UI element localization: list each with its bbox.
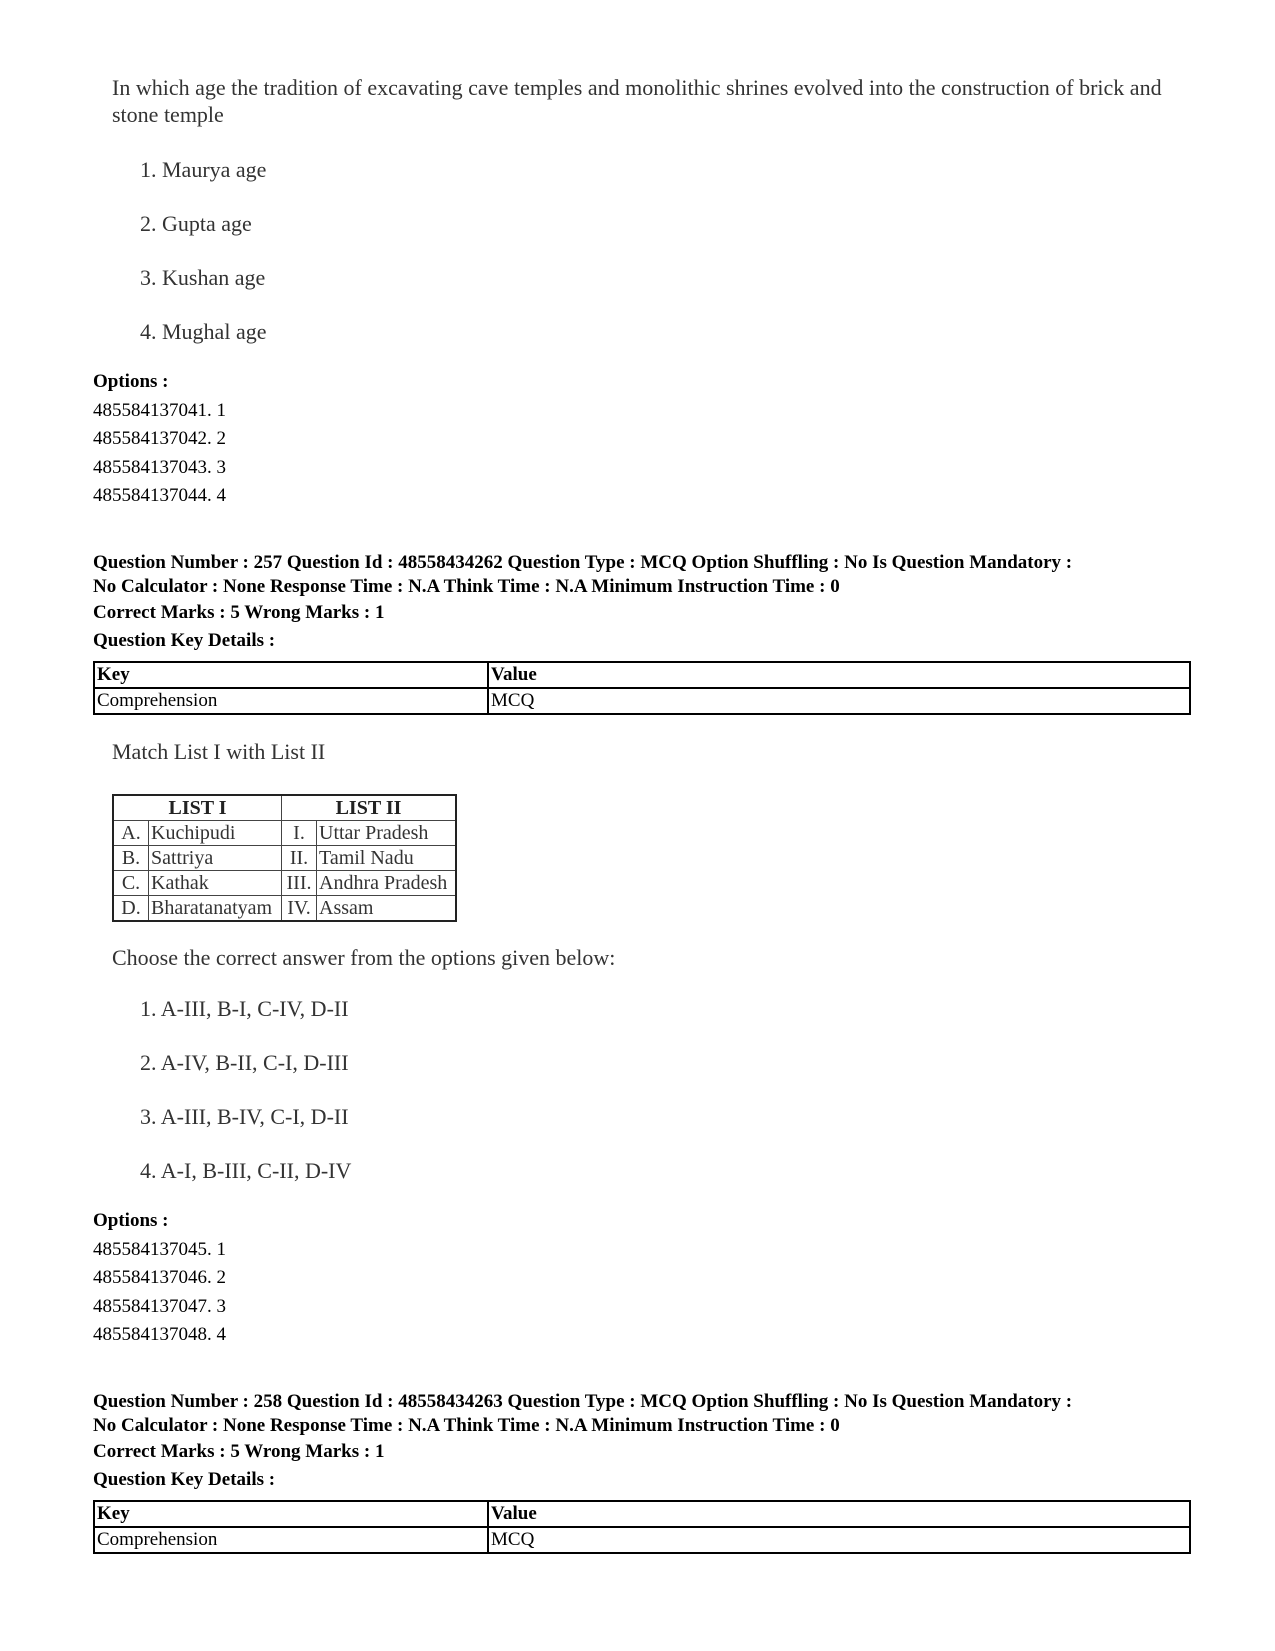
list-2-item: Assam bbox=[317, 896, 457, 922]
list-2-code: III. bbox=[282, 871, 317, 896]
table-row bbox=[113, 846, 456, 871]
q258-meta-line1: Question Number : 258 Question Id : 48558434263 Question Type : MCQ Option Shuffling : No Is Question Mandatory : bbox=[93, 1391, 1073, 1412]
option-row: 485584137044. 4 bbox=[93, 485, 226, 506]
q257-match-table bbox=[112, 794, 457, 922]
q257-meta-line2: No Calculator : None Response Time : N.A Think Time : N.A Minimum Instruction Time : 0 bbox=[93, 576, 840, 597]
key-header: Key bbox=[94, 662, 488, 688]
q257-meta bbox=[93, 551, 1203, 655]
q257-choice-2: 2. A-IV, B-II, C-I, D-III bbox=[140, 1050, 349, 1075]
options-label: Options : bbox=[93, 371, 169, 392]
table-row bbox=[113, 821, 456, 846]
options-label: Options : bbox=[93, 1210, 169, 1231]
q256-choice-3: 3. Kushan age bbox=[140, 265, 266, 290]
option-row: 485584137041. 1 bbox=[93, 399, 226, 421]
option-row: 485584137045. 1 bbox=[93, 1238, 226, 1260]
list-1-item: Sattriya bbox=[149, 846, 282, 871]
list-2-item: Andhra Pradesh bbox=[317, 871, 457, 896]
table-row bbox=[113, 795, 456, 821]
q257-intro: Match List I with List II bbox=[112, 739, 326, 764]
q258-key-table bbox=[93, 1500, 1191, 1554]
key-cell: Comprehension bbox=[94, 688, 488, 714]
value-cell: MCQ bbox=[488, 1527, 1190, 1553]
list-2-code: IV. bbox=[282, 896, 317, 922]
list-1-item: Kathak bbox=[149, 871, 282, 896]
table-row bbox=[94, 688, 1190, 714]
option-row: 485584137047. 3 bbox=[93, 1295, 226, 1317]
list-2-item: Tamil Nadu bbox=[317, 846, 457, 871]
list-1-code: D. bbox=[113, 896, 149, 922]
list-1-item: Bharatanatyam bbox=[149, 896, 282, 922]
q258-key-details-label: Question Key Details : bbox=[93, 1469, 276, 1490]
q256-options bbox=[93, 368, 226, 511]
key-cell: Comprehension bbox=[94, 1527, 488, 1553]
list-2-header: LIST II bbox=[282, 795, 457, 821]
list-1-code: C. bbox=[113, 871, 149, 896]
q256-question-text: In which age the tradition of excavating cave temples and monolithic shrines evolved into the construction of brick and stone temple bbox=[112, 75, 1162, 127]
q258-meta bbox=[93, 1390, 1203, 1494]
table-row bbox=[94, 1501, 1190, 1527]
q256-choice-2: 2. Gupta age bbox=[140, 211, 252, 236]
table-row bbox=[94, 662, 1190, 688]
table-row bbox=[94, 1527, 1190, 1553]
list-1-code: A. bbox=[113, 821, 149, 846]
option-row: 485584137042. 2 bbox=[93, 428, 226, 449]
q257-choice-4: 4. A-I, B-III, C-II, D-IV bbox=[140, 1158, 352, 1183]
option-row: 485584137043. 3 bbox=[93, 456, 226, 478]
value-header: Value bbox=[488, 1501, 1190, 1527]
q258-marks: Correct Marks : 5 Wrong Marks : 1 bbox=[93, 1441, 385, 1462]
q257-options bbox=[93, 1207, 226, 1350]
q256-choice-4: 4. Mughal age bbox=[140, 319, 267, 344]
q257-marks: Correct Marks : 5 Wrong Marks : 1 bbox=[93, 602, 385, 623]
option-row: 485584137046. 2 bbox=[93, 1267, 226, 1288]
list-1-code: B. bbox=[113, 846, 149, 871]
table-row bbox=[113, 896, 456, 922]
list-2-code: II. bbox=[282, 846, 317, 871]
q258-meta-line2: No Calculator : None Response Time : N.A Think Time : N.A Minimum Instruction Time : 0 bbox=[93, 1415, 840, 1436]
q257-meta-line1: Question Number : 257 Question Id : 48558434262 Question Type : MCQ Option Shuffling : No Is Question Mandatory : bbox=[93, 552, 1073, 573]
option-row: 485584137048. 4 bbox=[93, 1324, 226, 1345]
table-row bbox=[113, 871, 456, 896]
list-2-code: I. bbox=[282, 821, 317, 846]
q256-choice-1: 1. Maurya age bbox=[140, 157, 267, 182]
list-1-header: LIST I bbox=[113, 795, 282, 821]
q257-key-details-label: Question Key Details : bbox=[93, 630, 276, 651]
q257-key-table bbox=[93, 661, 1191, 715]
list-1-item: Kuchipudi bbox=[149, 821, 282, 846]
value-header: Value bbox=[488, 662, 1190, 688]
q257-choice-1: 1. A-III, B-I, C-IV, D-II bbox=[140, 996, 349, 1021]
q257-prompt: Choose the correct answer from the options given below: bbox=[112, 945, 616, 970]
value-cell: MCQ bbox=[488, 688, 1190, 714]
q256-question-image bbox=[112, 74, 1172, 128]
key-header: Key bbox=[94, 1501, 488, 1527]
q257-choice-3: 3. A-III, B-IV, C-I, D-II bbox=[140, 1104, 349, 1129]
list-2-item: Uttar Pradesh bbox=[317, 821, 457, 846]
